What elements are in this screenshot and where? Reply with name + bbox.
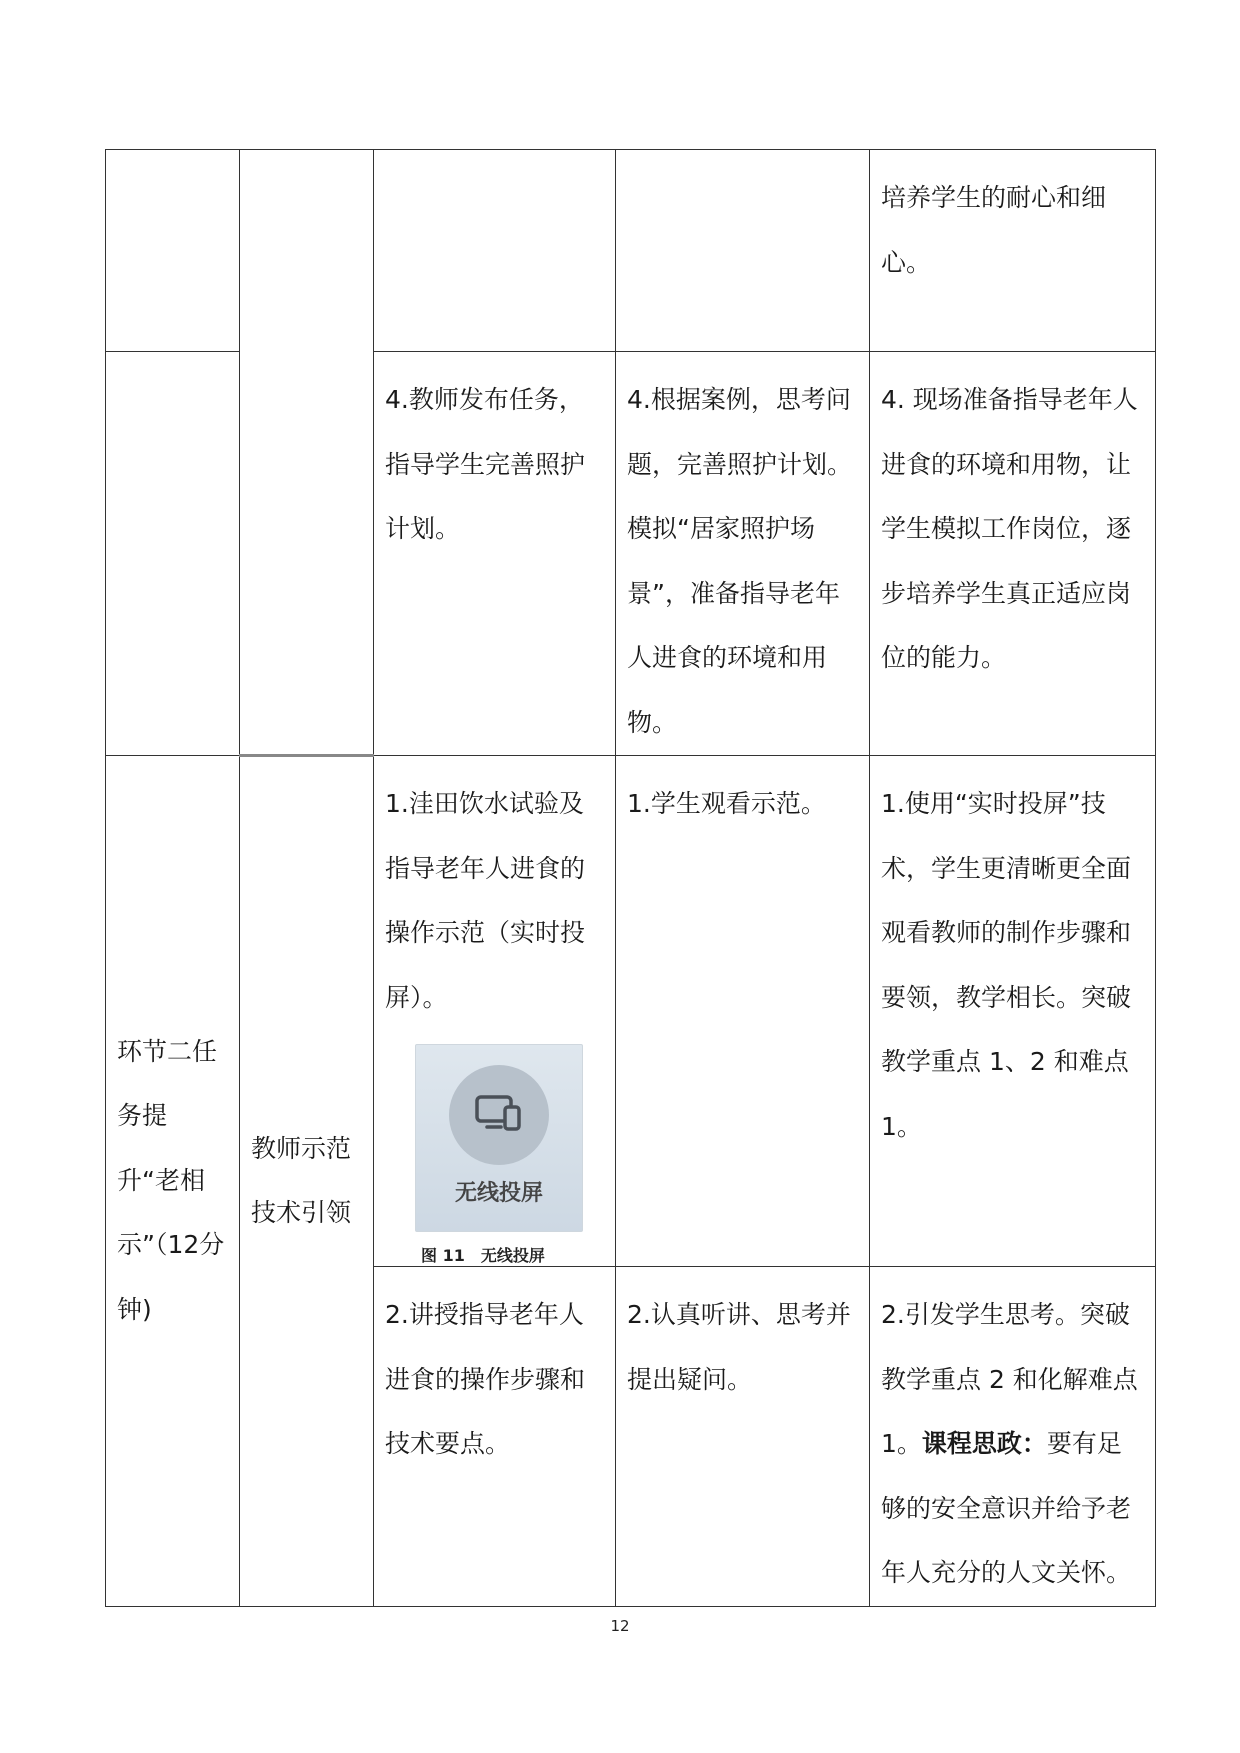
cell-empty [240,150,374,756]
teacher-activity-cell: 4.教师发布任务，指导学生完善照护计划。 [374,352,616,756]
cell-text: 1.洼田饮水试验及指导老年人进食的操作示范（实时投屏）。 [385,789,586,1012]
cell-text: 要有足够的安全意识并给予老年人充分的人文关怀。 [881,1429,1132,1587]
tile-label: 无线投屏 [454,1181,543,1206]
design-intent-cell: 培养学生的耐心和细心。 [870,150,1156,352]
figure-caption: 图 11 无线投屏 [421,1246,545,1265]
cell-empty [374,150,616,352]
cell-empty [106,352,240,756]
student-activity-cell: 1.学生观看示范。 [616,756,870,1267]
cell-empty [106,150,240,352]
icon-circle [449,1065,549,1165]
design-intent-cell: 1.使用“实时投屏”技术，学生更清晰更全面观看教师的制作步骤和要领，教学相长。突破教学重点 1、2 和难点 1。 [870,756,1156,1267]
student-activity-cell: 4.根据案例，思考问题，完善照护计划。模拟“居家照护场景”，准备指导老年人进食的环境和用物。 [616,352,870,756]
lesson-plan-table [105,149,1156,1607]
cell-text: 2.引发学生思考。突破教学重点 2 和化解难点 1。 [881,1300,1138,1458]
wireless-cast-tile [415,1044,583,1232]
student-activity-cell: 2.认真听讲、思考并提出疑问。 [616,1267,870,1607]
table-row [106,150,1156,352]
table-row [106,756,1156,1267]
figure [415,1044,585,1266]
ideology-label: 课程思政： [921,1429,1047,1458]
section-cell: 教师示范技术引领 [240,756,374,1607]
teacher-activity-cell: 2.讲授指导老年人进食的操作步骤和技术要点。 [374,1267,616,1607]
cell-empty [616,150,870,352]
design-intent-cell [870,1267,1156,1607]
page-number: 12 [610,1617,630,1635]
stage-cell: 环节二任务提升“老相示”（12分钟) [106,756,240,1607]
design-intent-cell: 4. 现场准备指导老年人进食的环境和用物，让学生模拟工作岗位，逐步培养学生真正适应岗位的能力。 [870,352,1156,756]
teacher-activity-cell [374,756,616,1267]
cast-screen-icon [475,1093,523,1135]
